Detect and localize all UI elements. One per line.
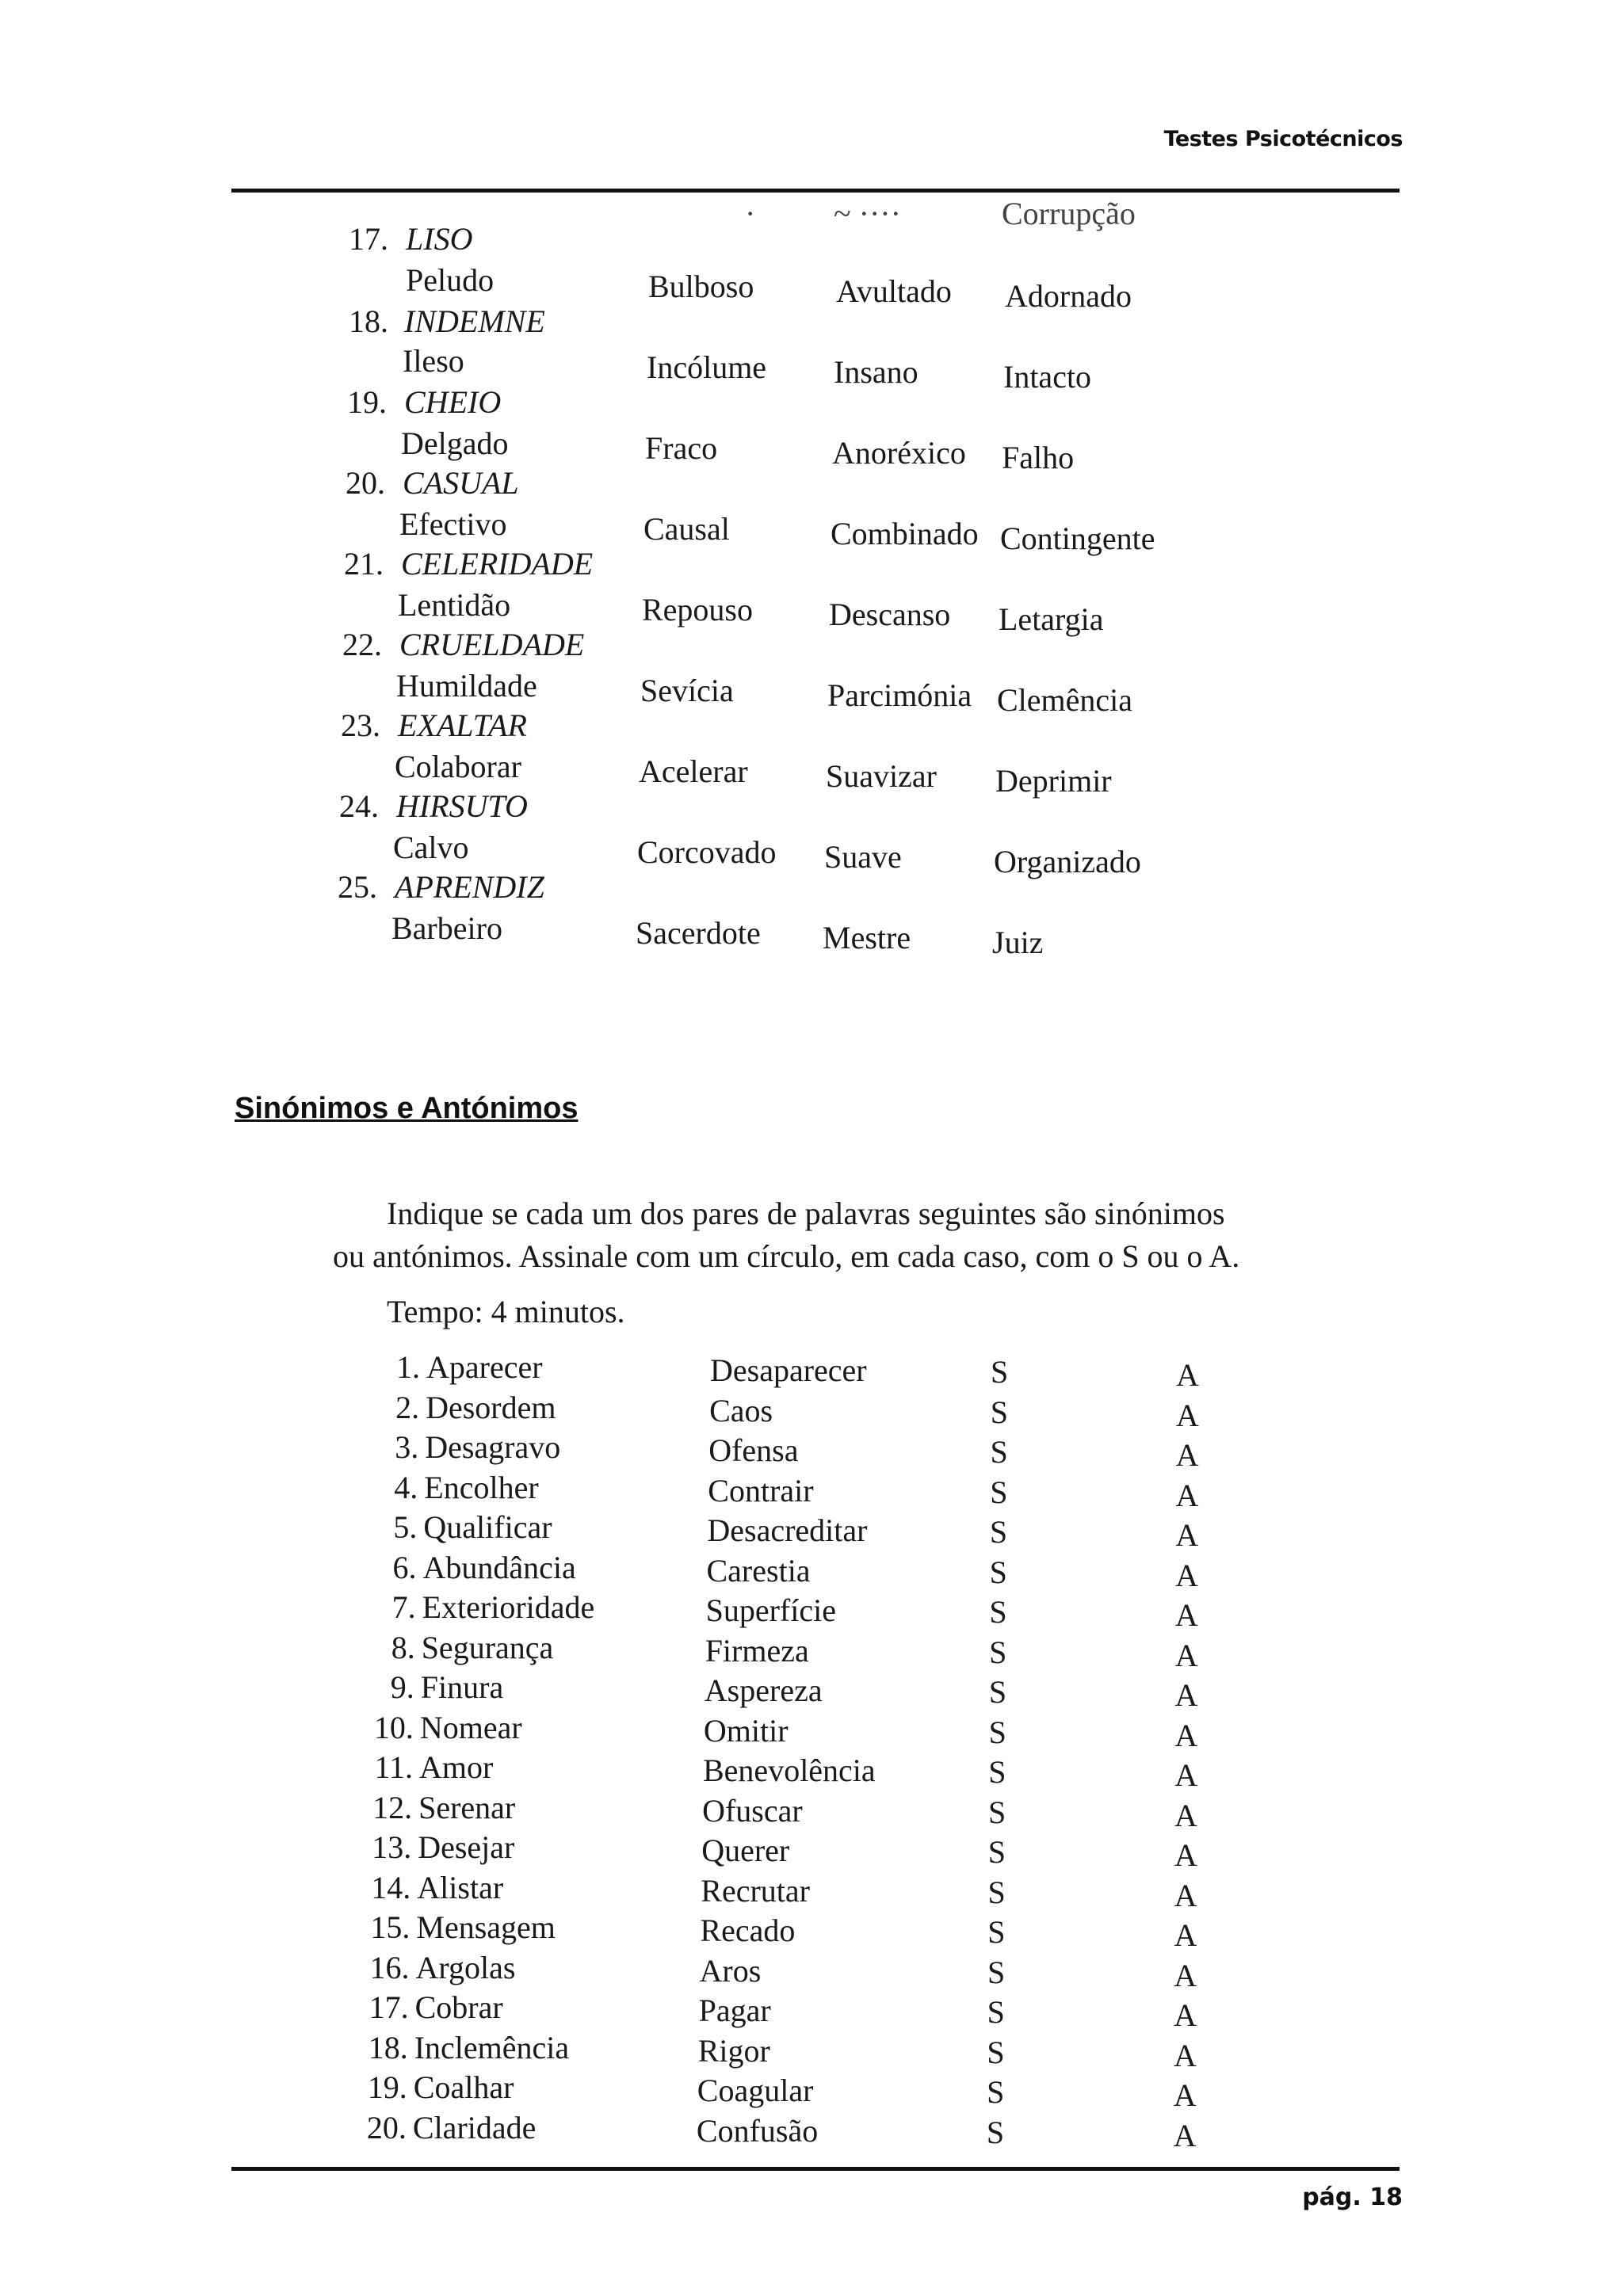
pair-number: 15. [370, 1909, 411, 1945]
pair-word-1: Desagravo [425, 1429, 561, 1465]
synonym-option[interactable]: S [986, 2114, 1005, 2150]
synonym-option[interactable]: S [987, 2034, 1005, 2070]
pair-word-1: Finura [420, 1669, 504, 1705]
instruction-line: ou antónimos. Assinale com um círculo, em cada caso, com o S ou o A. [333, 1238, 1240, 1274]
pair-word-2: Caos [709, 1392, 773, 1428]
option: Colaborar [395, 749, 521, 784]
pair-word-1: Inclemência [414, 2029, 570, 2065]
option: Ileso [403, 343, 464, 379]
question-number: 17. [349, 221, 388, 257]
antonym-option[interactable]: A [1175, 1397, 1199, 1433]
antonym-option[interactable]: A [1175, 1517, 1199, 1553]
footer-rule [231, 2167, 1400, 2171]
option: Adornado [1005, 278, 1132, 314]
pair-word-1: Segurança [421, 1629, 554, 1665]
pair-number: 4. [394, 1469, 418, 1505]
pair-word-2: Ofensa [708, 1432, 799, 1468]
pair-word-1: Mensagem [416, 1909, 556, 1945]
option: Deprimir [995, 763, 1112, 799]
option: Corcovado [637, 834, 777, 870]
synonym-option[interactable]: S [987, 1954, 1006, 1990]
antonym-option[interactable]: A [1173, 2037, 1197, 2073]
synonym-option[interactable]: S [990, 1434, 1008, 1470]
synonym-option[interactable]: S [991, 1354, 1009, 1390]
pair-word-1: Desordem [426, 1389, 556, 1425]
antonym-option[interactable]: A [1174, 1997, 1197, 2033]
option: Incólume [647, 349, 767, 385]
antonym-option[interactable]: A [1173, 2077, 1197, 2113]
pair-word-2: Superfície [705, 1592, 836, 1628]
option: Peludo [406, 262, 495, 298]
option: Mestre [823, 920, 911, 955]
page-number: pág. 18 [1302, 2183, 1403, 2211]
pair-word-1: Claridade [412, 2109, 537, 2145]
option: Calvo [393, 830, 469, 865]
option: Contingente [1000, 521, 1155, 556]
option: Humildade [396, 668, 537, 704]
synonym-option[interactable]: S [988, 1714, 1006, 1750]
option: Clemência [997, 682, 1133, 718]
pair-word-2: Contrair [708, 1472, 814, 1508]
antonym-option[interactable]: A [1174, 1877, 1197, 1913]
synonym-option[interactable]: S [989, 1514, 1008, 1550]
pair-number: 18. [368, 2029, 408, 2065]
option: Avultado [836, 273, 952, 309]
question-number: 24. [339, 788, 379, 824]
pair-number: 11. [374, 1749, 413, 1785]
pair-word-2: Rigor [697, 2032, 770, 2069]
option: Descanso [829, 597, 951, 632]
pair-word-2: Omitir [703, 1712, 789, 1749]
option: Organizado [994, 844, 1141, 879]
pair-number: 1. [396, 1349, 420, 1385]
pair-number: 17. [369, 1989, 409, 2025]
question-word: HIRSUTO [396, 788, 528, 824]
question-word: INDEMNE [404, 303, 545, 339]
antonym-option[interactable]: A [1173, 2117, 1197, 2153]
question-word: APRENDIZ [395, 869, 544, 905]
pair-word-2: Desacreditar [707, 1512, 868, 1548]
synonym-option[interactable]: S [988, 1754, 1006, 1790]
option: Delgado [401, 425, 509, 461]
question-number: 22. [342, 627, 382, 662]
pair-word-1: Qualificar [423, 1509, 552, 1545]
antonym-option[interactable]: A [1174, 1957, 1197, 1993]
option: Sacerdote [636, 915, 761, 951]
synonym-option[interactable]: S [987, 1914, 1006, 1950]
synonym-option[interactable]: S [987, 1834, 1006, 1870]
synonym-option[interactable]: S [988, 1794, 1006, 1830]
cropped-text-fragment: ~ ···· [834, 196, 901, 231]
antonym-option[interactable]: A [1174, 1917, 1197, 1953]
time-limit: Tempo: 4 minutos. [387, 1294, 625, 1329]
pair-word-1: Exterioridade [422, 1589, 595, 1625]
question-number: 19. [347, 384, 387, 420]
antonym-option[interactable]: A [1175, 1477, 1199, 1513]
cropped-text-fragment: Corrupção [1002, 196, 1136, 231]
pair-number: 19. [367, 2069, 407, 2105]
pair-word-2: Ofuscar [702, 1792, 803, 1829]
option: Combinado [831, 516, 979, 551]
question-word: LISO [406, 221, 473, 257]
pair-word-2: Firmeza [705, 1632, 809, 1669]
option: Anoréxico [832, 435, 966, 471]
option: Suavizar [826, 758, 937, 794]
pair-number: 6. [392, 1549, 417, 1585]
section-title: Sinónimos e Antónimos [235, 1092, 579, 1125]
pair-number: 5. [393, 1509, 418, 1545]
option: Efectivo [399, 506, 507, 542]
synonym-option[interactable]: S [989, 1634, 1007, 1670]
option: Parcimónia [827, 677, 972, 713]
option: Bulboso [648, 269, 754, 304]
option: Repouso [642, 592, 753, 627]
antonym-option[interactable]: A [1174, 1677, 1198, 1713]
pair-word-1: Alistar [417, 1869, 504, 1905]
pair-word-2: Aspereza [704, 1672, 823, 1708]
option: Lentidão [398, 587, 511, 623]
question-number: 20. [346, 465, 385, 501]
option: Insano [834, 354, 918, 390]
pair-number: 10. [373, 1709, 414, 1745]
antonym-option[interactable]: A [1174, 1757, 1198, 1793]
synonym-option[interactable]: S [987, 1994, 1005, 2030]
pair-word-1: Serenar [418, 1789, 516, 1825]
question-word: EXALTAR [398, 707, 527, 743]
pair-number: 12. [372, 1789, 413, 1825]
option: Acelerar [639, 753, 748, 789]
pair-number: 20. [366, 2109, 407, 2145]
antonym-option[interactable]: A [1175, 1437, 1199, 1473]
option: Suave [824, 839, 902, 875]
question-word: CHEIO [404, 384, 502, 420]
antonym-option[interactable]: A [1174, 1597, 1198, 1633]
question-word: CASUAL [403, 465, 519, 501]
synonym-option[interactable]: S [988, 1674, 1007, 1710]
pair-word-1: Cobrar [414, 1989, 503, 2025]
pair-word-2: Recrutar [701, 1872, 810, 1909]
option: Sevícia [640, 673, 734, 708]
option: Falho [1002, 440, 1075, 475]
pair-number: 2. [395, 1389, 420, 1425]
instruction-line: Indique se cada um dos pares de palavras seguintes são sinónimos [387, 1196, 1225, 1231]
synonym-option[interactable]: S [990, 1474, 1008, 1510]
option: Intacto [1003, 359, 1092, 395]
option: Letargia [999, 601, 1104, 637]
pair-word-1: Nomear [419, 1709, 522, 1745]
pair-word-2: Pagar [698, 1993, 771, 2028]
header-rule [231, 189, 1400, 193]
pair-word-2: Carestia [706, 1552, 811, 1589]
cropped-text-fragment: · [745, 196, 756, 231]
pair-word-1: Encolher [424, 1469, 539, 1505]
question-number: 18. [349, 303, 388, 339]
question-word: CRUELDADE [399, 627, 585, 662]
synonym-option[interactable]: S [987, 1874, 1006, 1910]
pair-word-2: Confusão [696, 2112, 819, 2149]
option: Causal [643, 511, 730, 547]
pair-word-1: Coalhar [413, 2069, 514, 2105]
option: Juiz [992, 925, 1044, 960]
header-title: Testes Psicotécnicos [1163, 127, 1403, 151]
pair-word-2: Desaparecer [710, 1352, 867, 1388]
pair-word-1: Aparecer [426, 1349, 543, 1385]
option: Barbeiro [391, 910, 502, 946]
pair-word-1: Desejar [418, 1829, 515, 1865]
question-number: 21. [344, 546, 384, 582]
pair-number: 7. [391, 1589, 416, 1625]
pair-word-1: Amor [419, 1749, 494, 1785]
pair-number: 8. [391, 1629, 415, 1665]
synonym-option[interactable]: S [987, 2074, 1005, 2110]
pair-word-1: Abundância [422, 1549, 576, 1585]
synonym-option[interactable]: S [989, 1554, 1007, 1590]
pair-word-2: Aros [699, 1952, 762, 1989]
question-number: 23. [341, 707, 380, 743]
antonym-option[interactable]: A [1174, 1837, 1197, 1873]
antonym-option[interactable]: A [1174, 1637, 1198, 1673]
pair-number: 14. [371, 1869, 411, 1905]
pair-word-1: Argolas [415, 1949, 516, 1985]
antonym-option[interactable]: A [1176, 1357, 1199, 1393]
synonym-option[interactable]: S [990, 1394, 1008, 1430]
pair-number: 13. [372, 1829, 412, 1865]
pair-number: 9. [390, 1669, 414, 1705]
pair-word-2: Recado [700, 1913, 796, 1948]
question-word: CELERIDADE [401, 546, 594, 582]
synonym-option[interactable]: S [989, 1594, 1007, 1630]
option: Fraco [645, 430, 718, 466]
pair-word-2: Benevolência [703, 1753, 876, 1788]
antonym-option[interactable]: A [1174, 1797, 1197, 1833]
pair-number: 16. [369, 1949, 410, 1985]
pair-word-2: Querer [701, 1833, 790, 1868]
pair-number: 3. [395, 1429, 419, 1465]
antonym-option[interactable]: A [1174, 1717, 1198, 1753]
pair-word-2: Coagular [697, 2073, 814, 2108]
question-number: 25. [338, 869, 377, 905]
antonym-option[interactable]: A [1175, 1557, 1198, 1593]
